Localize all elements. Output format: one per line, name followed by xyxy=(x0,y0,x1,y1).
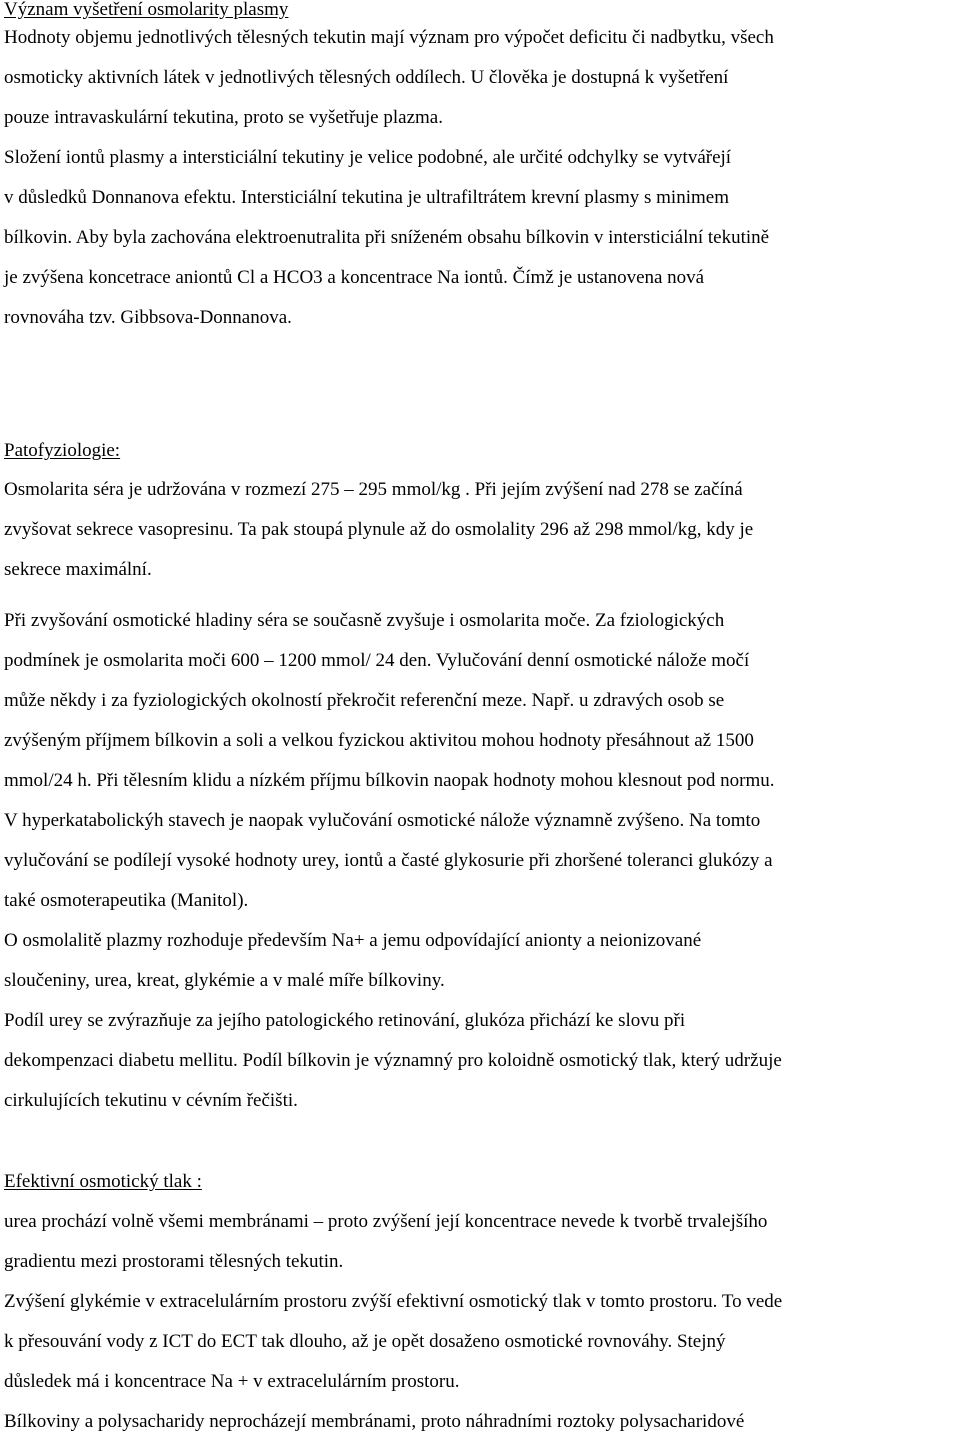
text-line: cirkulujících tekutinu v cévním řečišti. xyxy=(4,1090,298,1111)
paragraph-osmolarity xyxy=(4,18,774,338)
text-line: Osmolarita séra je udržována v rozmezí 275 – 295 mmol/kg . Při jejím zvýšení nad 278 se začíná xyxy=(4,479,743,500)
text-line: může někdy i za fyziologických okolností překročit referenční meze. Např. u zdravých osob se xyxy=(4,690,725,711)
text-line: vylučování se podílejí vysoké hodnoty urey, iontů a časté glykosurie při zhoršené toleranci glukózy a xyxy=(4,850,773,871)
text-line: V hyperkatabolickýh stavech je naopak vylučování osmotické nálože významně zvýšeno. Na tomto xyxy=(4,810,761,831)
paragraph-serum-osmolarity xyxy=(4,470,753,590)
text-line: zvýšeným příjmem bílkovin a soli a velkou fyzickou aktivitou mohou hodnoty přesáhnout až 1500 xyxy=(4,730,754,751)
text-line: Při zvyšování osmotické hladiny séra se současně zvyšuje i osmolarita moče. Za fziologických xyxy=(4,610,725,631)
section-heading-pathophysiology: Patofyziologie: xyxy=(4,440,121,461)
text-line: urea prochází volně všemi membránami – proto zvýšení její koncentrace nevede k tvorbě trvalejšího xyxy=(4,1211,768,1232)
text-line: Bílkoviny a polysacharidy neprocházejí membránami, proto náhradními roztoky polysacharidové xyxy=(4,1411,745,1432)
text-line: v důsledků Donnanova efektu. Intersticiální tekutina je ultrafiltrátem krevní plasmy s minimem xyxy=(4,187,729,208)
text-line: je zvýšena koncetrace aniontů Cl a HCO3 a koncentrace Na iontů. Čímž je ustanovena nová xyxy=(4,267,705,288)
text-line: pouze intravaskulární tekutina, proto se vyšetřuje plazma. xyxy=(4,107,443,128)
text-line: důsledek má i koncentrace Na + v extracelulárním prostoru. xyxy=(4,1371,460,1392)
text-line: Hodnoty objemu jednotlivých tělesných tekutin mají význam pro výpočet deficitu či nadbytku, všech xyxy=(4,27,774,48)
text-line: bílkovin. Aby byla zachována elektroenutralita při sníženém obsahu bílkovin v intersticiální tekutině xyxy=(4,227,770,248)
text-line: sekrece maximální. xyxy=(4,559,152,580)
section-heading-osmolarity: Význam vyšetření osmolarity plasmy xyxy=(4,0,289,20)
text-line: Složení iontů plasmy a intersticiální tekutiny je velice podobné, ale určité odchylky se vytvářejí xyxy=(4,147,732,168)
text-line: sloučeniny, urea, kreat, glykémie a v malé míře bílkoviny. xyxy=(4,970,445,991)
text-line: Zvýšení glykémie v extracelulárním prostoru zvýší efektivní osmotický tlak v tomto prostoru. To vede xyxy=(4,1291,783,1312)
text-line: také osmoterapeutika (Manitol). xyxy=(4,890,249,911)
text-line: podmínek je osmolarita moči 600 – 1200 mmol/ 24 den. Vylučování denní osmotické nálože močí xyxy=(4,650,750,671)
text-line: gradientu mezi prostorami tělesných tekutin. xyxy=(4,1251,344,1272)
text-line: zvyšovat sekrece vasopresinu. Ta pak stoupá plynule až do osmolality 296 až 298 mmol/kg, kdy je xyxy=(4,519,754,540)
paragraph-urine-osmolarity xyxy=(4,601,782,1121)
section-heading-effective-osmotic-pressure: Efektivní osmotický tlak : xyxy=(4,1171,202,1192)
text-line: dekompenzaci diabetu mellitu. Podíl bílkovin je významný pro koloidně osmotický tlak, který udržuje xyxy=(4,1050,782,1071)
text-line: k přesouvání vody z ICT do ECT tak dlouho, až je opět dosaženo osmotické rovnováhy. Stejný xyxy=(4,1331,726,1352)
text-line: O osmolalitě plazmy rozhoduje především Na+ a jemu odpovídající anionty a neionizované xyxy=(4,930,702,951)
paragraph-effective-osmotic-pressure xyxy=(4,1202,782,1442)
text-line: osmoticky aktivních látek v jednotlivých tělesných oddílech. U člověka je dostupná k vyšetření xyxy=(4,67,729,88)
text-line: rovnováha tzv. Gibbsova-Donnanova. xyxy=(4,307,292,328)
text-line: Podíl urey se zvýrazňuje za jejího patologického retinování, glukóza přichází ke slovu při xyxy=(4,1010,686,1031)
text-line: mmol/24 h. Při tělesním klidu a nízkém příjmu bílkovin naopak hodnoty mohou klesnout pod normu. xyxy=(4,770,775,791)
